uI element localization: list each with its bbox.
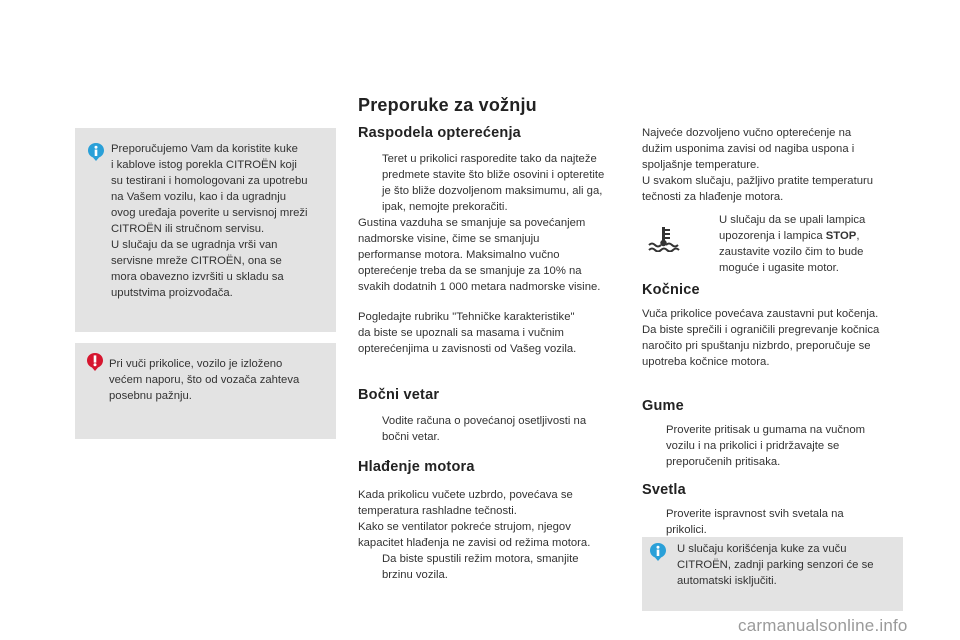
warning-lamp-bullet: U slučaju da se upali lampica upozorenja i lampica STOP, zaustavite vozilo čim to bude moguće i ugasite motor.	[719, 214, 866, 274]
watermark: carmanualsonline.info	[738, 616, 908, 635]
section-heading-wind: Bočni vetar	[358, 387, 440, 403]
section-heading-brakes: Kočnice	[642, 282, 700, 298]
info-icon	[86, 142, 106, 162]
cooling-paragraph: Kada prikolicu vučete uzbrdo, povećava se temperatura rashladne tečnosti. Kako se ventilator pokreće strujom, njegov kapacitet hlađenja ne zavisi od režima motora.	[358, 489, 591, 549]
stop-label: STOP	[825, 230, 857, 242]
slope-paragraph: Najveće dozvoljeno vučno opterećenje na dužim usponima zavisi od nagiba uspona i spoljašnje temperature. U svakom slučaju, pažljivo pratite temperaturu tečnosti za hlađenje motora.	[642, 127, 874, 203]
section-heading-tyres: Gume	[642, 398, 684, 414]
load-paragraph: Gustina vazduha se smanjuje sa povećanjem nadmorske visine, čime se smanjuju performanse motora. Maksimalno vučno opterećenje treba da se smanjuje za 10% na svakih dodatnih 1 000 metara nadmorske visine.	[358, 217, 601, 293]
page-title: Preporuke za vožnju	[358, 95, 537, 115]
coolant-temperature-icon	[647, 226, 681, 252]
section-heading-load: Raspodela opterećenja	[358, 125, 521, 141]
wind-bullet: Vodite računa o povećanoj osetljivosti na bočni vetar.	[382, 415, 587, 443]
section-heading-cooling: Hlađenje motora	[358, 459, 475, 475]
info-icon	[648, 542, 668, 562]
warning-box-text: Pri vuči prikolice, vozilo je izloženo većem naporu, što od vozača zahteva posebnu pažnju.	[109, 358, 300, 402]
brakes-paragraph: Vuča prikolice povećava zaustavni put kočenja. Da biste sprečili i ograničili pregrevanje kočnica naročito pri spuštanju nizbrdo, preporučuje se upotreba kočnice motora.	[642, 308, 880, 368]
info-box-parking-text: U slučaju korišćenja kuke za vuču CITROËN, zadnji parking senzori će se automatski isključiti.	[677, 543, 874, 587]
section-heading-lights: Svetla	[642, 482, 686, 498]
right-column-bottom	[642, 282, 917, 538]
load-bullet: Teret u prikolici rasporedite tako da najteže predmete stavite što bliže osovini i opteretite je što bliže dozvoljenom maksimumu, ali ga, ipak, nemojte prekoračiti.	[382, 153, 605, 213]
info-box-hooks	[75, 128, 336, 332]
tyres-bullet: Proverite pritisak u gumama na vučnom vozilu i na prikolici i pridržavajte se preporučenih pritisaka.	[666, 424, 866, 468]
info-box-parking-sensors	[642, 537, 903, 611]
warning-icon	[85, 352, 105, 372]
load-paragraph-2: Pogledajte rubriku "Tehničke karakteristike" da biste se upoznali sa masama i vučnim opterećenjima u zavisnosti od Vašeg vozila.	[358, 311, 577, 355]
warning-box-towing	[75, 343, 336, 439]
lights-bullet: Proverite ispravnost svih svetala na prikolici.	[666, 508, 844, 536]
right-column-top	[642, 125, 912, 205]
cooling-bullet: Da biste spustili režim motora, smanjite brzinu vozila.	[382, 553, 579, 581]
info-box-hooks-text: Preporučujemo Vam da koristite kuke i kablove istog porekla CITROËN koji su testirani i homologovani za upotrebu na Vašem vozilu, kao i da ugradnju ovog uređaja poverite u servisnoj mreži CITROËN ili stručnom servisu. U slučaju da se ugradnja vrši van servisne mreže CITROËN, ona se mora obavezno izvršiti u skladu sa uputstvima proizvođača.	[111, 143, 308, 299]
middle-column	[358, 125, 628, 583]
